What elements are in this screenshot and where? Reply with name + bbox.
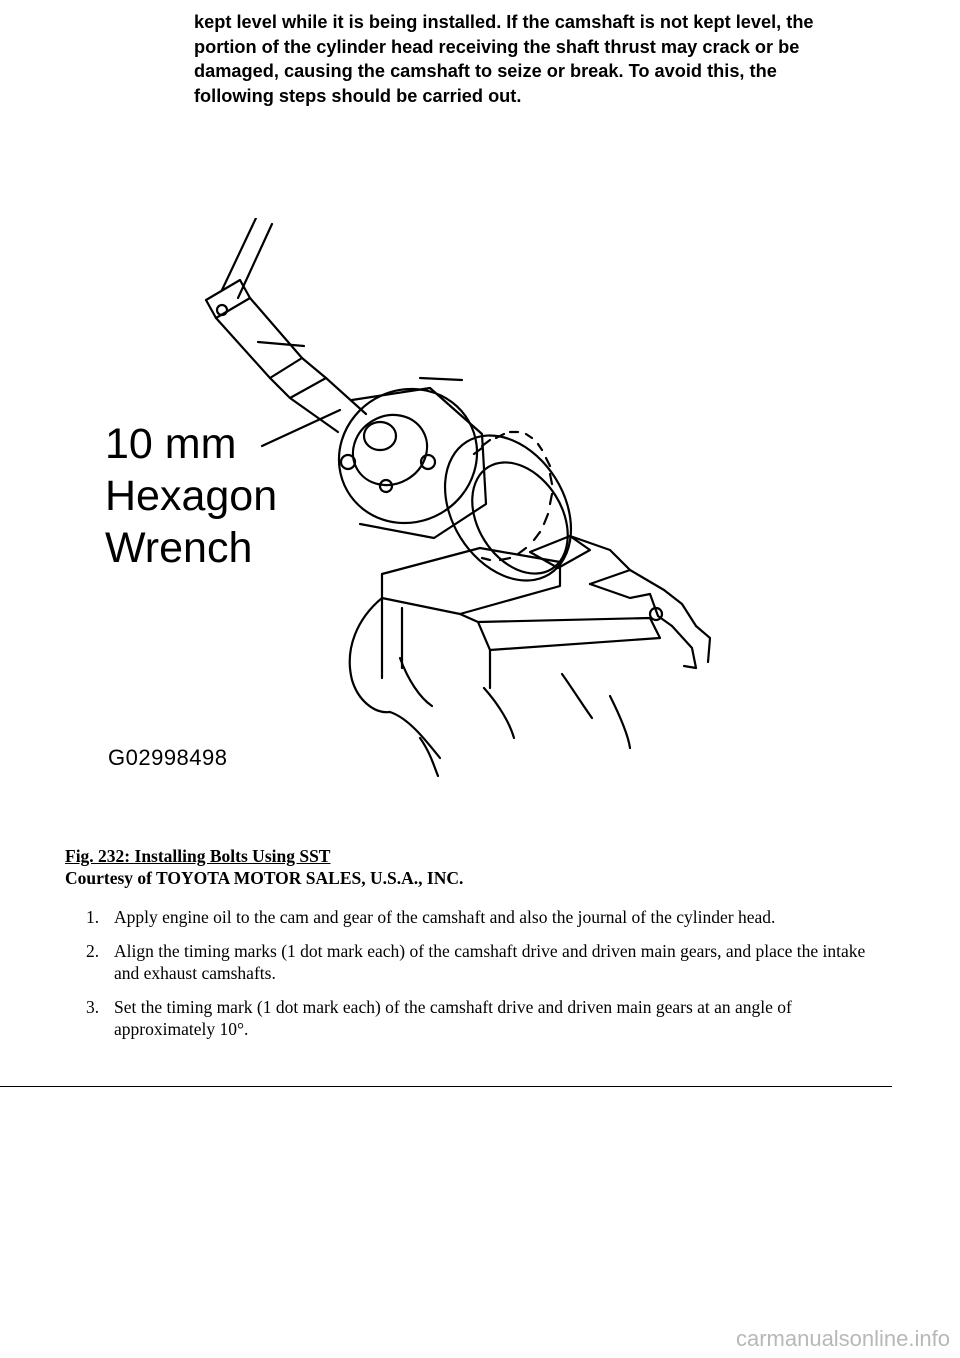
- step-item: [80, 940, 880, 984]
- caution-text: [194, 10, 874, 108]
- step-text: Set the timing mark (1 dot mark each) of the camshaft drive and driven main gears at an angle of approximately 10°.: [114, 997, 792, 1039]
- step-number: 1.: [86, 907, 100, 927]
- step-item: [80, 996, 880, 1040]
- step-text: Apply engine oil to the cam and gear of the camshaft and also the journal of the cylinder head.: [114, 907, 776, 927]
- step-number: 3.: [86, 997, 100, 1017]
- caution-line: portion of the cylinder head receiving the shaft thrust may crack or be: [194, 36, 800, 57]
- wrench-handle: [222, 218, 256, 290]
- caution-line: kept level while it is being installed. If the camshaft is not kept level, the: [194, 12, 814, 32]
- callout-line: Wrench: [105, 524, 253, 572]
- wrench-head: [206, 280, 250, 318]
- main-gear: [419, 412, 597, 604]
- procedure-steps: [80, 906, 880, 1052]
- wrench-callout-label: [105, 418, 277, 574]
- right-hand: [562, 674, 592, 718]
- caution-line: damaged, causing the camshaft to seize or break. To avoid this, the: [194, 61, 777, 81]
- figure-courtesy: Courtesy of TOYOTA MOTOR SALES, U.S.A., INC.: [65, 868, 464, 888]
- figure-id: G02998498: [108, 745, 228, 770]
- callout-line: Hexagon: [105, 472, 278, 520]
- step-number: 2.: [86, 941, 100, 961]
- left-hand: [350, 598, 390, 712]
- figure-caption: [65, 845, 463, 889]
- figure-title: Fig. 232: Installing Bolts Using SST: [65, 846, 331, 866]
- caution-line: following steps should be carried out.: [194, 85, 522, 106]
- step-text: Align the timing marks (1 dot mark each) of the camshaft drive and driven main gears, and place the intake and exhaust camshafts.: [114, 941, 866, 983]
- section-divider: [0, 1086, 892, 1087]
- watermark: carmanualsonline.info: [735, 1326, 950, 1351]
- step-item: [80, 906, 880, 928]
- callout-line: 10 mm: [105, 420, 237, 468]
